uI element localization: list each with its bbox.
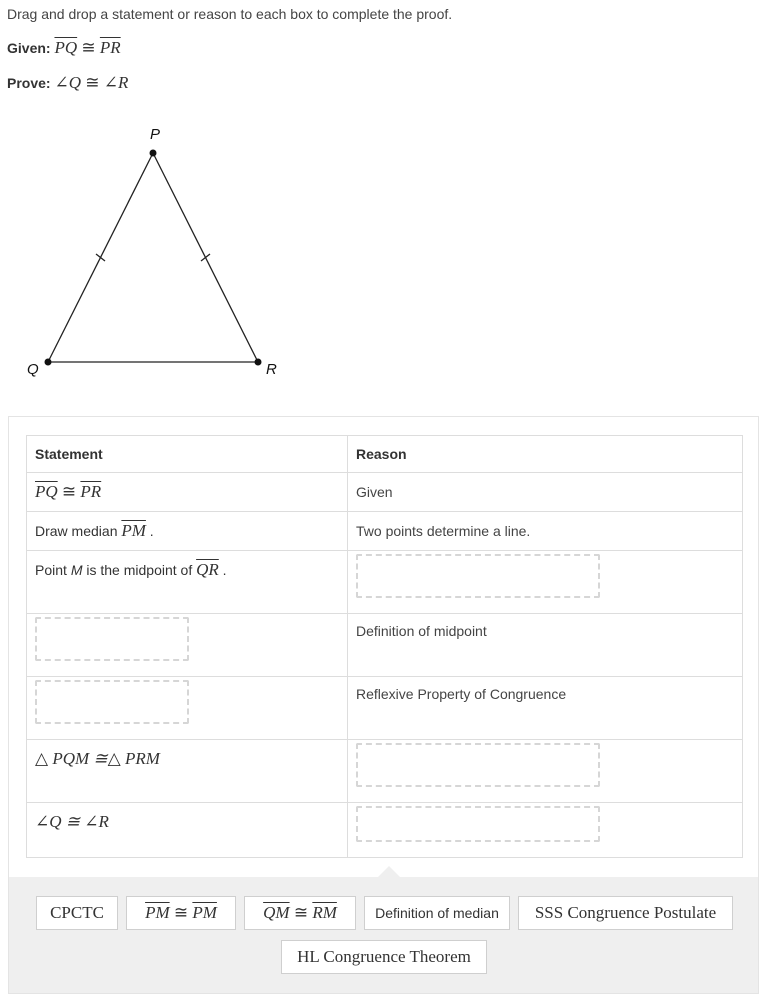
tile-qm-congruent-rm[interactable]: $\overline{QM}$ ≅ $\overline{RM}$ [244, 896, 356, 930]
proof-table [26, 435, 743, 858]
label-p: P [150, 126, 161, 143]
statement-cell: Point M is the midpoint of $\overline{QR}$ . [27, 551, 348, 614]
table-row [27, 614, 743, 677]
tray-pointer [378, 866, 400, 877]
given-label: Given: [7, 40, 51, 56]
statement-drop-box[interactable] [35, 680, 189, 724]
tile-hl-congruence-theorem[interactable]: HL Congruence Theorem [281, 940, 487, 974]
instructions: Drag and drop a statement or reason to each box to complete the proof. [7, 6, 453, 22]
table-row [27, 803, 743, 858]
reason-drop-box[interactable] [356, 806, 600, 842]
tile-pm-congruent-pm[interactable]: $\overline{PM}$ ≅ $\overline{PM}$ [126, 896, 236, 930]
statement-angles: ∠Q ≅ ∠R [35, 812, 109, 831]
answer-tray [9, 877, 758, 993]
prove-label: Prove: [7, 75, 51, 91]
table-row [27, 551, 743, 614]
statement-given: $\overline{PQ}$ ≅ $\overline{PR}$ [35, 482, 102, 501]
table-row [27, 473, 743, 512]
triangle-figure [20, 120, 290, 390]
vertex-p [150, 150, 157, 157]
reason-cell [348, 803, 743, 858]
reason-cell [348, 551, 743, 614]
prove-line [7, 73, 128, 93]
table-row [27, 740, 743, 803]
statement-cell: Draw median $\overline{PM}$ . [27, 512, 348, 551]
tick-mark-pq [96, 254, 105, 261]
prove-statement: ∠Q ≅ ∠R [54, 73, 129, 92]
proof-panel [8, 416, 759, 994]
reason-cell: Definition of midpoint [348, 614, 743, 677]
reason-cell [348, 740, 743, 803]
statement-cell [27, 677, 348, 740]
table-row [27, 512, 743, 551]
table-header-row [27, 436, 743, 473]
statement-cell [27, 803, 348, 858]
statement-triangles: △ PQM ≅△ PRM [35, 749, 160, 768]
tile-sss-congruence-postulate[interactable]: SSS Congruence Postulate [518, 896, 733, 930]
vertex-q [45, 359, 52, 366]
header-statement: Statement [27, 436, 348, 473]
reason-cell: Reflexive Property of Congruence [348, 677, 743, 740]
tick-mark-pr [201, 254, 210, 261]
reason-drop-box[interactable] [356, 554, 600, 598]
given-line [7, 38, 121, 58]
label-r: R [266, 361, 277, 378]
tile-cpctc[interactable]: CPCTC [36, 896, 118, 930]
tile-definition-of-median[interactable]: Definition of median [364, 896, 510, 930]
statement-cell [27, 740, 348, 803]
table-row [27, 677, 743, 740]
vertex-r [255, 359, 262, 366]
statement-cell [27, 614, 348, 677]
header-reason: Reason [348, 436, 743, 473]
given-statement: $\overline{PQ}$ ≅ $\overline{PR}$ [54, 38, 121, 57]
reason-cell: Given [348, 473, 743, 512]
reason-drop-box[interactable] [356, 743, 600, 787]
reason-cell: Two points determine a line. [348, 512, 743, 551]
statement-cell [27, 473, 348, 512]
label-q: Q [27, 361, 39, 378]
statement-drop-box[interactable] [35, 617, 189, 661]
